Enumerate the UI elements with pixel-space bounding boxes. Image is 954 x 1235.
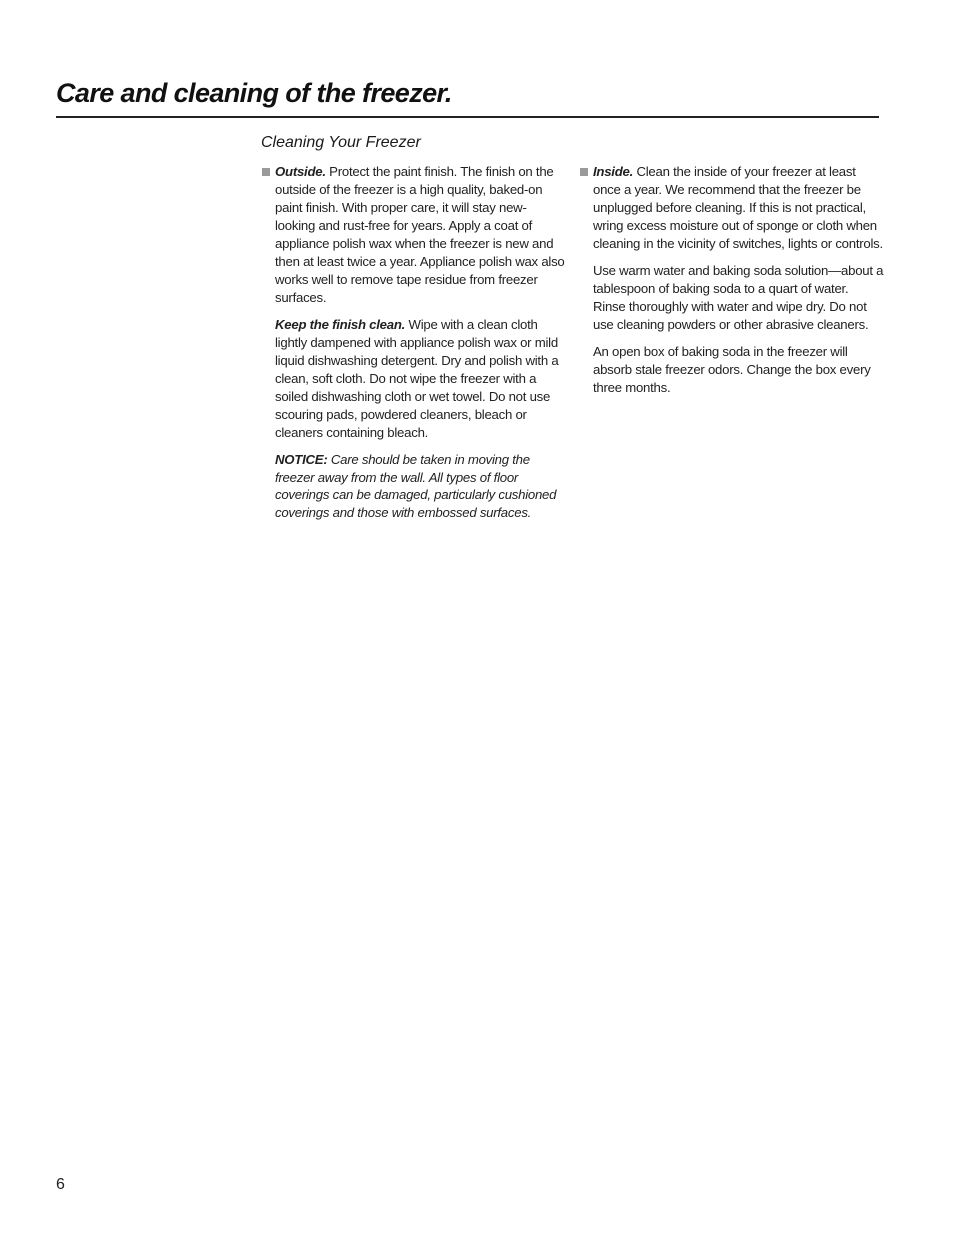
- outside-text: Protect the paint finish. The finish on the outside of the freezer is a high quality, baked-on paint finish. With proper care, it will stay new-looking and rust-free for years. Apply a coat of appliance polish wax when the freezer is new and then at least twice a year. Appliance polish wax also works well to remove tape residue from freezer surfaces.: [275, 164, 565, 305]
- inside-lead: Inside.: [593, 164, 634, 179]
- notice-text: Care should be taken in moving the freezer away from the wall. All types of floor coverings can be damaged, particularly cushioned coverings and those with embossed surfaces.: [275, 452, 557, 520]
- section-heading: Cleaning Your Freezer: [261, 134, 421, 151]
- baking-soda-box-paragraph: An open box of baking soda in the freezer will absorb stale freezer odors. Change the box every three months.: [593, 344, 871, 395]
- right-column: [579, 163, 884, 406]
- square-bullet-icon: [262, 168, 270, 176]
- outside-item: [261, 163, 566, 307]
- notice-paragraph: [261, 451, 566, 521]
- inside-item: [579, 163, 884, 253]
- square-bullet-icon: [580, 168, 588, 176]
- keep-clean-text: Wipe with a clean cloth lightly dampened with appliance polish wax or mild liquid dishwashing detergent. Dry and polish with a clean, soft cloth. Do not wipe the freezer with a soiled dishwashing cloth or wet towel. Do not use scouring pads, powdered cleaners, bleach or cleaners containing bleach.: [275, 317, 559, 440]
- keep-clean-lead: Keep the finish clean.: [275, 317, 406, 332]
- notice-lead: NOTICE:: [275, 452, 328, 467]
- keep-clean-paragraph: [261, 316, 566, 442]
- page-title: Care and cleaning of the freezer.: [56, 78, 452, 108]
- inside-text: Clean the inside of your freezer at least once a year. We recommend that the freezer be unplugged before cleaning. If this is not practical, wring excess moisture out of sponge or cloth when cleaning in the vicinity of switches, lights or controls.: [593, 164, 883, 251]
- left-column: [261, 163, 566, 530]
- title-divider: [56, 116, 879, 118]
- page-number: 6: [56, 1176, 65, 1193]
- outside-lead: Outside.: [275, 164, 326, 179]
- baking-soda-solution-paragraph: Use warm water and baking soda solution—about a tablespoon of baking soda to a quart of water. Rinse thoroughly with water and wipe dry. Do not use cleaning powders or other abrasive cleaners.: [593, 263, 884, 332]
